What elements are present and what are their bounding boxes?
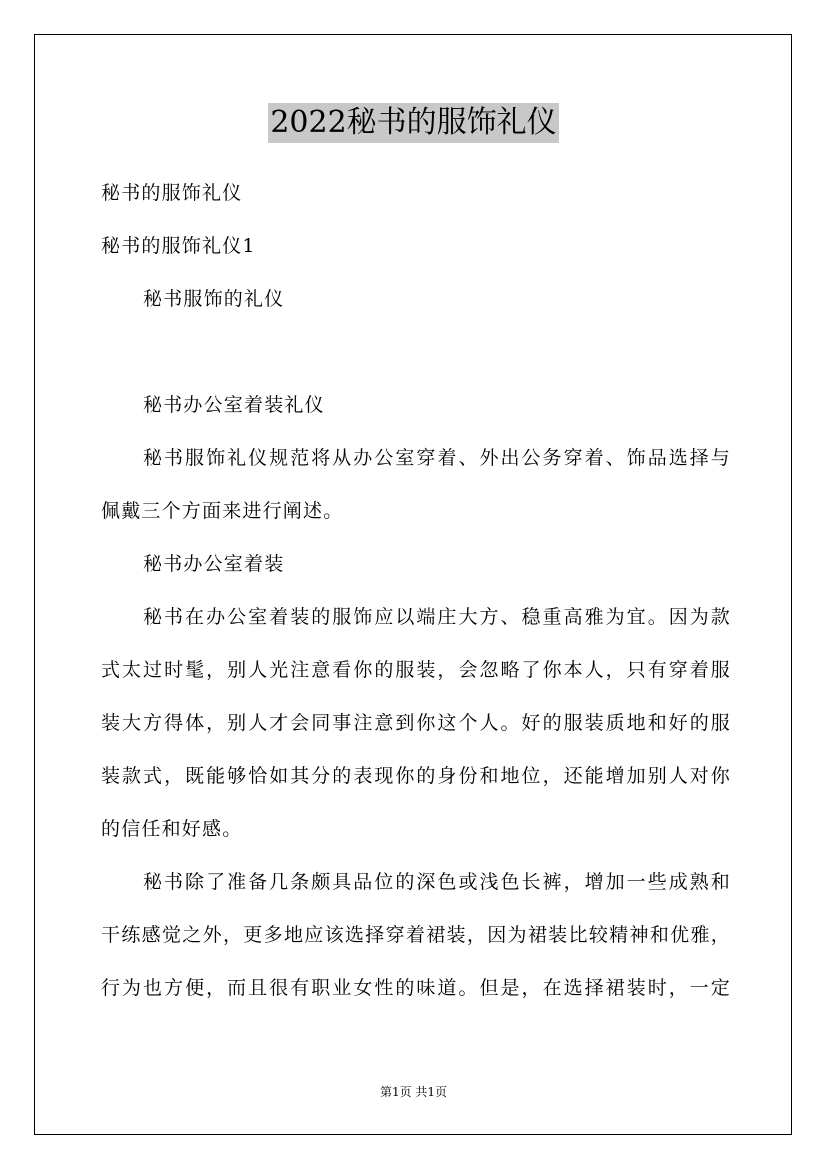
paragraph-line: 秘书在办公室着装的服饰应以端庄大方、稳重高雅为宜。因为款 (143, 606, 731, 628)
paragraph-line: 秘书办公室着装 (143, 553, 285, 575)
paragraph-line: 行为也方便，而且很有职业女性的味道。但是，在选择裙装时，一定 (101, 977, 731, 999)
paragraph-line: 秘书除了准备几条颇具品位的深色或浅色长裤，增加一些成熟和 (143, 871, 731, 893)
document-body (101, 172, 731, 1020)
paragraph-line: 干练感觉之外，更多地应该选择穿着裙装，因为裙装比较精神和优雅， (101, 924, 731, 946)
page-footer: 第1页 共1页 (379, 1085, 448, 1099)
paragraph-line: 秘书的服饰礼仪 (101, 182, 243, 204)
paragraph-line: 佩戴三个方面来进行阐述。 (101, 500, 344, 522)
paragraph-line: 秘书的服饰礼仪1 (101, 235, 256, 257)
blank-line (101, 331, 731, 384)
paragraph-line: 的信任和好感。 (101, 818, 243, 840)
paragraph-line: 秘书服饰的礼仪 (143, 288, 285, 310)
paragraph-line: 装大方得体，别人才会同事注意到你这个人。好的服装质地和好的服 (101, 712, 731, 734)
paragraph-line: 装款式，既能够恰如其分的表现你的身份和地位，还能增加别人对你 (101, 765, 731, 787)
paragraph-line: 秘书办公室着装礼仪 (143, 394, 325, 416)
document-title: 2022秘书的服饰礼仪 (268, 103, 558, 143)
paragraph-line: 秘书服饰礼仪规范将从办公室穿着、外出公务穿着、饰品选择与 (143, 447, 731, 469)
paragraph-line: 式太过时髦，别人光注意看你的服装，会忽略了你本人，只有穿着服 (101, 659, 731, 681)
title-container (0, 103, 827, 143)
